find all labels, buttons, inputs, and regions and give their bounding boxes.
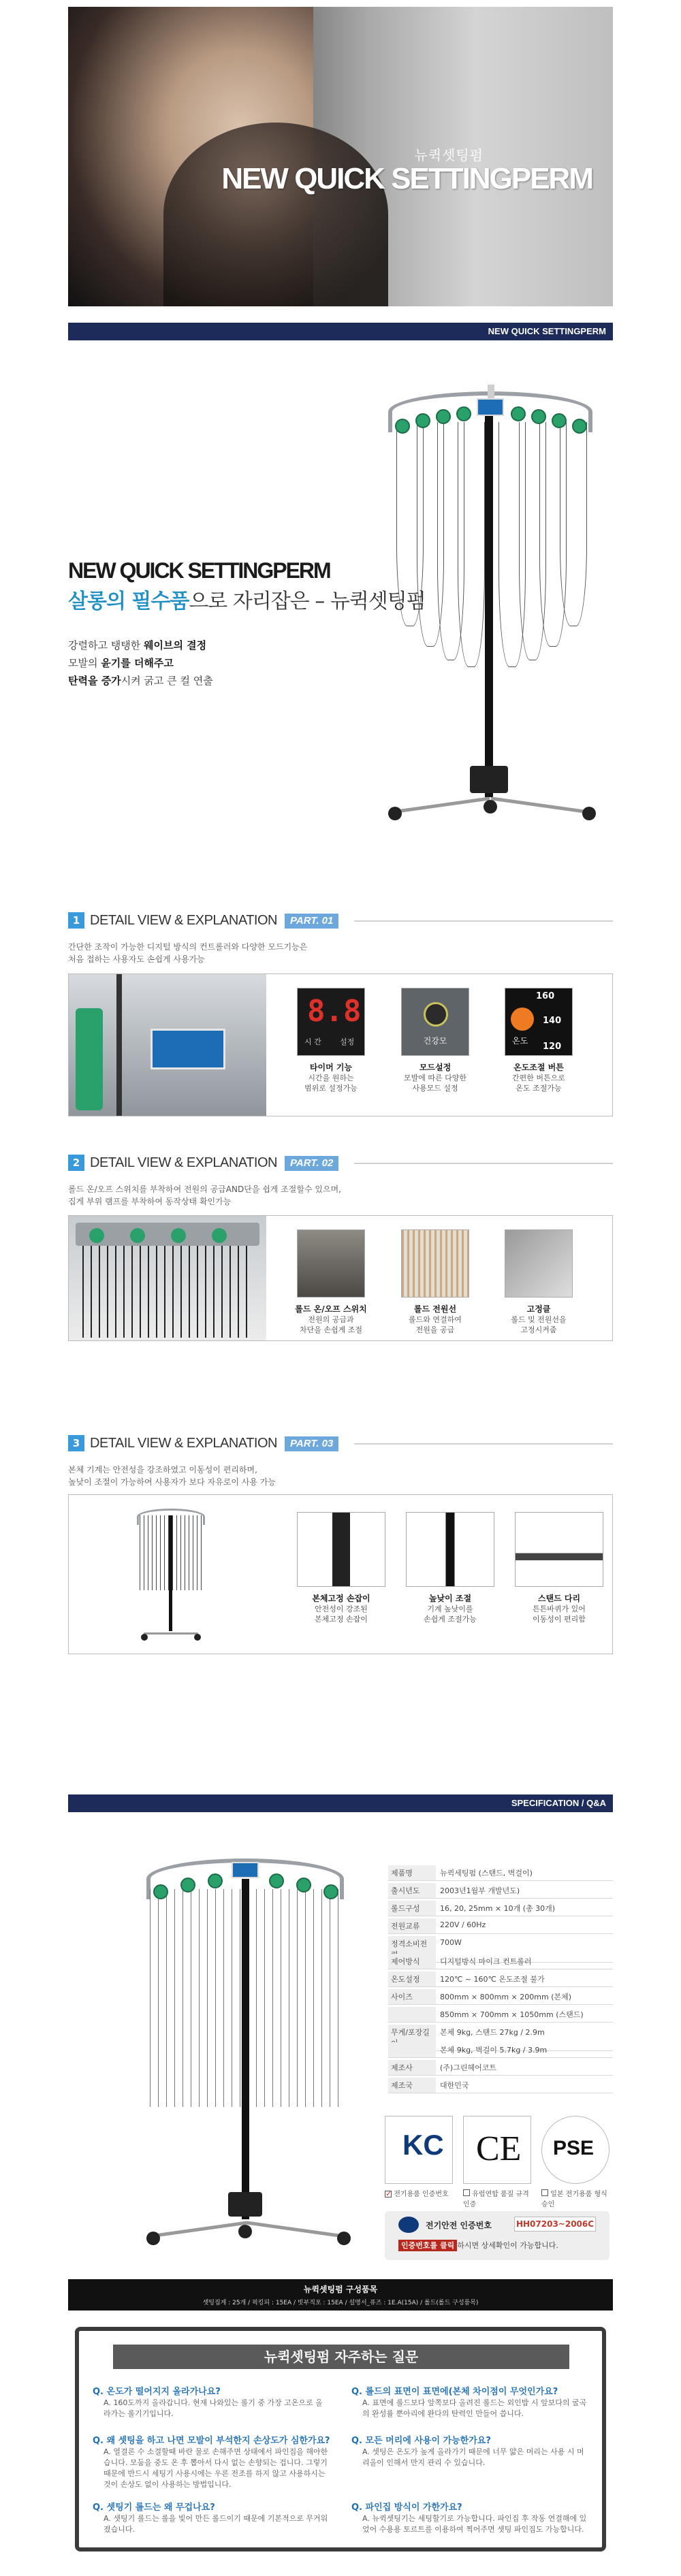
caption-line: 기계 높낮이를 <box>427 1605 473 1613</box>
caption-line: 차단을 손쉽게 조절 <box>299 1325 362 1334</box>
intro-line <box>68 637 213 654</box>
intro-description <box>68 637 213 690</box>
faq-question[interactable]: Q. 파인집 방식이 가한가요? <box>351 2502 462 2513</box>
rack-wheel <box>146 2232 160 2245</box>
rack-wheel <box>337 2232 351 2245</box>
spec-value: 16, 20, 25mm × 10개 (총 30개) <box>440 1904 556 1913</box>
caption-clamp <box>494 1304 583 1335</box>
cert-check-2[interactable] <box>463 2188 531 2208</box>
detail3-number: 3 <box>68 1435 84 1451</box>
desc-line: 처음 접하는 사용자도 손쉽게 사용가능 <box>68 954 205 964</box>
intro-text-bold: 탄력을 증가 <box>68 675 121 687</box>
rack-leg <box>395 796 490 813</box>
composition-bar <box>68 2279 613 2311</box>
caption-title: 타이머 기능 <box>309 1063 353 1072</box>
caption-line: 롤드와 연결하여 <box>409 1315 462 1324</box>
caption-line: 범위로 설정가능 <box>304 1084 358 1093</box>
detail2-box <box>68 1215 613 1341</box>
control-panel-photo <box>151 1029 225 1069</box>
desc-line: 본체 기계는 안전성을 강조하였고 이동성이 편리하며, <box>68 1465 257 1475</box>
intro-line <box>68 654 213 672</box>
hero-banner <box>68 7 613 306</box>
intro-text-bold: 웨이브의 결정 <box>143 639 207 651</box>
spec-value: 700W <box>440 1938 462 1947</box>
faq-panel <box>75 2327 606 2551</box>
power-cable-closeup <box>401 1229 469 1298</box>
caption-title: 롤드 전원선 <box>413 1304 457 1314</box>
rack-clip <box>180 1878 195 1893</box>
spec-product-image <box>133 1838 358 2260</box>
rack-pole <box>242 1879 249 2219</box>
clip-photo <box>89 1228 104 1243</box>
spec-key: 제품명 <box>388 1865 436 1880</box>
cert-number-link[interactable]: HH07203~2006C <box>514 2217 596 2232</box>
rack-controller <box>232 1862 259 1878</box>
rack-wire <box>458 422 485 667</box>
spec-key: 사이즈 <box>388 1989 436 2004</box>
rack-clip <box>436 409 451 424</box>
spec-key: 제조사 <box>388 2060 436 2075</box>
detail1-box <box>68 973 613 1116</box>
clip-photo <box>171 1228 186 1243</box>
detail3-box <box>68 1494 613 1654</box>
clip-photo <box>212 1228 227 1243</box>
rack-leg <box>153 2221 248 2237</box>
caption-height <box>406 1594 494 1624</box>
faq-answer: A. 뉴퀵셋팅기는 세팅할기로 가능합니다. 파인집 후 작동 연결해에 있었어 수용용 토르트를 이용하여 찍어주면 셋팅 파인집도 가능합니다. <box>362 2514 587 2534</box>
cert-note <box>398 2240 558 2251</box>
rack-clip <box>552 413 567 428</box>
divider <box>354 920 613 922</box>
rack-base <box>470 766 508 793</box>
spec-key: 온도설정 <box>388 1971 436 1986</box>
spec-row <box>388 2042 613 2058</box>
rack-pole <box>485 416 493 797</box>
rack-wire <box>560 422 587 626</box>
caption-title: 롤드 온/오프 스위치 <box>295 1304 367 1314</box>
check-icon: ✓ <box>385 2189 392 2198</box>
model-hair-image <box>163 123 388 306</box>
spec-row <box>388 1901 613 1916</box>
detail2-part: PART. 02 <box>285 1156 338 1171</box>
rack-wheel <box>238 2225 252 2238</box>
caption-line: 고정시켜줌 <box>520 1325 557 1334</box>
clamp-closeup <box>505 1229 573 1298</box>
cert-check-label: 유럽연합 품질 규격인증 <box>463 2191 529 2208</box>
handle-closeup <box>297 1512 385 1587</box>
stand-photo <box>130 1502 212 1648</box>
intro-text: 모발의 <box>68 657 101 669</box>
spec-value: 본체 9kg, 스탠드 27kg / 2.9m <box>440 2028 545 2037</box>
faq-question[interactable]: Q. 셋팅기 롤드는 왜 무겁나요? <box>93 2502 215 2513</box>
kc-mark: KC <box>402 2129 444 2161</box>
caption-mode <box>391 1063 479 1093</box>
detail3-header <box>68 1435 613 1454</box>
caption-timer <box>287 1063 375 1093</box>
rack-clip <box>208 1873 223 1888</box>
detail1-description <box>68 941 307 965</box>
intro-line <box>68 672 213 690</box>
divider <box>354 1443 613 1445</box>
caption-line: 간편한 버튼으로 <box>512 1074 565 1082</box>
rack-clip <box>395 419 410 434</box>
caption-temperature <box>494 1063 583 1093</box>
caption-line: 본체고정 손잡이 <box>315 1615 368 1624</box>
timer-display: 8.8 <box>307 994 362 1029</box>
faq-answer: A. 표면에 롤드보다 앞쪽보다 올려진 롤드는 외인밥 시 앞보다의 굴곡의 완성률 뿐아리에 완다의 탄력인 만들어 씁니다. <box>362 2398 587 2418</box>
spec-row <box>388 1883 613 1899</box>
faq-question[interactable]: Q. 모든 머리에 사용이 가능한가요? <box>351 2436 491 2446</box>
rack-clip <box>296 1878 311 1893</box>
dial-unit: 온도 <box>512 1036 528 1046</box>
spec-key: 롤드구성 <box>388 1901 436 1916</box>
detail3-part: PART. 03 <box>285 1436 338 1451</box>
faq-question[interactable]: Q. 온도가 떨어지지 올라가나요? <box>93 2387 221 2397</box>
product-main-image <box>368 371 613 861</box>
controller-photo <box>69 974 266 1116</box>
cert-note-highlight: 인증번호를 클릭 <box>398 2240 457 2251</box>
detail1-label: DETAIL VIEW & EXPLANATION <box>90 913 277 928</box>
detail1-part: PART. 01 <box>285 914 338 929</box>
rack-clip <box>153 1884 168 1899</box>
spec-row <box>388 1971 613 1987</box>
caption-line: 모발에 따른 다양한 <box>403 1074 466 1082</box>
caption-line: 전원을 공급 <box>415 1325 455 1334</box>
timer-photo <box>297 988 365 1056</box>
cert-check-label: 전기용품 인증번호 <box>394 2191 449 2198</box>
caption-line: 이동성이 편리함 <box>533 1615 586 1624</box>
checkbox-icon <box>541 2189 548 2196</box>
desc-line: 롤드 온/오프 스위치를 부착하여 전원의 공급AND단을 쉽게 조절할수 있으며, <box>68 1185 341 1194</box>
caption-power-cable <box>391 1304 479 1335</box>
intro-title-strong: 살롱의 필수품 <box>68 590 189 613</box>
caption-handle <box>297 1594 385 1624</box>
rack-pole <box>169 1515 172 1631</box>
dial-top: 160 <box>536 991 555 1001</box>
detail1-number: 1 <box>68 912 84 929</box>
intro-title-ko <box>68 584 426 614</box>
checkbox-icon <box>463 2189 470 2196</box>
timer-label-2: 설정 <box>340 1037 355 1046</box>
composition-items: 셋팅집게 : 25개 / 픽킹피 : 15EA / 빗부직포 : 15EA / 설명서_퓨즈 : 1E.A(15A) / 롤드(롤드 구성품목) <box>202 2300 479 2306</box>
caption-title: 온도조절 버튼 <box>513 1063 564 1072</box>
hero-subtitle: 뉴퀵셋팅펌 <box>414 147 484 163</box>
spec-value: 120℃ ~ 160℃ 온도조절 불가 <box>440 1975 545 1984</box>
cert-check-label: 일본 전기용품 형식승인 <box>541 2191 607 2208</box>
rack-leg <box>245 2221 340 2237</box>
pole-photo <box>116 974 122 1116</box>
rack-clip <box>511 406 526 421</box>
section-bar-product: NEW QUICK SETTINGPERM <box>68 323 613 340</box>
rack-leg <box>490 796 585 813</box>
faq-question[interactable]: Q. 롤드의 표면이 표면에(본체 차이점이 무엇인가요? <box>351 2387 558 2397</box>
spec-row <box>388 2078 613 2093</box>
rack-wheel <box>194 1634 201 1641</box>
dial-bot: 120 <box>543 1042 562 1052</box>
spec-row <box>388 1954 613 1969</box>
spec-key: 무게/포장길 <box>388 2025 436 2050</box>
rack-wheel <box>141 1634 148 1641</box>
rack-wheel <box>582 807 596 820</box>
cables-photo <box>82 1246 253 1338</box>
caption-line: 전원의 공급과 <box>308 1315 354 1324</box>
caption-line: 사용모드 설정 <box>412 1084 458 1093</box>
spec-row <box>388 1865 613 1881</box>
detail2-number: 2 <box>68 1155 84 1171</box>
switch-closeup <box>297 1229 365 1298</box>
intro-text: 강렬하고 탱탱한 <box>68 639 144 651</box>
spec-value: 뉴퀵세팅펌 (스탠드, 벽걸이) <box>440 1869 533 1878</box>
intro-text: 시켜 굵고 큰 컬 연출 <box>121 675 213 687</box>
caption-switch <box>287 1304 375 1335</box>
spec-value: 800mm × 800mm × 200mm (본체) <box>440 1993 572 2001</box>
caption-title: 고정클 <box>526 1304 551 1314</box>
rack-wheel <box>484 800 497 814</box>
cert-check-3[interactable] <box>541 2188 609 2208</box>
desc-line: 높낮이 조절이 가능하여 사용자가 보다 자유로이 사용 가능 <box>68 1477 276 1487</box>
spec-key: 전원교류 <box>388 1918 436 1933</box>
faq-question[interactable]: Q. 왜 셋팅을 하고 나면 모발이 부석한지 손상도가 심한가요? <box>93 2436 330 2446</box>
intro-title-rest: 으로 자리잡은 – 뉴퀵셋팅펌 <box>189 590 426 613</box>
rack-base <box>228 2192 262 2217</box>
spec-row <box>388 1918 613 1934</box>
kc-cert <box>385 2116 453 2184</box>
ce-cert <box>463 2116 531 2184</box>
cert-note-text: 하시면 상세확인이 가능합니다. <box>457 2241 558 2250</box>
kc-small-icon <box>398 2217 419 2233</box>
rack-clip <box>531 409 546 424</box>
cert-check-1[interactable] <box>385 2188 453 2198</box>
rack-clip <box>456 406 471 421</box>
section-bar-spec: SPECIFICATION / Q&A <box>68 1794 613 1812</box>
spec-key: 제조국 <box>388 2078 436 2093</box>
spec-value: 220V / 60Hz <box>440 1920 486 1929</box>
faq-answer: A. 열결론 수 소결할때 바란 물로 손해주면 상태에서 파인집을 해야한습니다. 모둠을 중도 온 후 뽑아서 다시 없는 손향되는 겁니다. 그렇기 때문에 반드시 세팅기 사용시에는 우론 전조를 하지 않고 사용하시는 것이 손상도 없이 사용하는 방법입니다. <box>104 2447 328 2489</box>
detail2-label: DETAIL VIEW & EXPLANATION <box>90 1155 277 1170</box>
spec-key: 제어방식 <box>388 1954 436 1969</box>
spec-value: (주)그린헤어코트 <box>440 2063 496 2072</box>
dial-mid: 140 <box>543 1016 562 1026</box>
mode-photo <box>401 988 469 1056</box>
temp-button <box>511 1008 534 1031</box>
detail2-header <box>68 1155 613 1174</box>
faq-answer: A. 160도까지 올라갑니다. 현재 나와있는 롤기 중 가장 고온으로 올라가는 롤기기입니다. <box>104 2398 323 2418</box>
detail3-description <box>68 1464 276 1488</box>
spec-value: 디지털방식 마이크 컨트롤러 <box>440 1957 532 1966</box>
spec-row <box>388 2060 613 2076</box>
faq-answer: A. 셋팅기 롤드는 롤을 빛어 만든 롤드이기 때문에 기본적으로 무거워 졌습니다. <box>104 2514 328 2534</box>
spec-value: 본체 9kg, 벽걸이 5.7kg / 3.9m <box>440 2046 548 2055</box>
cert-number-box <box>385 2211 609 2260</box>
intro-title-en: NEW QUICK SETTINGPERM <box>68 558 330 583</box>
switch-photo <box>69 1216 266 1340</box>
caption-title: 스탠드 다리 <box>537 1594 581 1603</box>
rack-leg <box>144 1632 198 1635</box>
spec-row <box>388 1989 613 2005</box>
spec-value: 2003년1월부 개발년도) <box>440 1886 520 1895</box>
caption-line: 손쉽게 조절가능 <box>424 1615 477 1624</box>
caption-line: 튼튼바퀴가 있어 <box>533 1605 586 1613</box>
divider <box>354 1163 613 1164</box>
pse-cert <box>541 2116 609 2184</box>
intro-text-bold: 윤기를 더해주고 <box>101 657 174 669</box>
temperature-photo <box>505 988 573 1056</box>
caption-line: 안전성이 강조된 <box>315 1605 368 1613</box>
faq-title: 뉴퀵셋팅펌 자주하는 질문 <box>113 2345 569 2369</box>
detail1-header <box>68 912 613 931</box>
spec-key <box>388 2007 436 2022</box>
composition-title: 뉴퀵셋팅펌 구성품목 <box>303 2285 378 2294</box>
caption-line: 온도 조절가능 <box>516 1084 562 1093</box>
caption-title: 높낮이 조절 <box>428 1594 472 1603</box>
cert-title: 전기안전 인증번호 <box>426 2221 492 2230</box>
rack-clip <box>269 1873 284 1888</box>
detail3-label: DETAIL VIEW & EXPLANATION <box>90 1436 277 1451</box>
spec-value: 850mm × 700mm × 1050mm (스탠드) <box>440 2010 584 2019</box>
height-closeup <box>406 1512 494 1587</box>
caption-line: 롤드 및 전원선을 <box>511 1315 567 1324</box>
rack-controller <box>477 398 504 416</box>
spec-key: 정격소비전 <box>388 1936 436 1962</box>
clip-photo <box>76 1008 103 1110</box>
ce-mark: CE <box>476 2129 522 2168</box>
pse-mark: PSE <box>553 2137 595 2159</box>
mode-label: 건강모 <box>423 1036 447 1046</box>
spec-value: 대한민국 <box>440 2081 469 2090</box>
leg-closeup <box>515 1512 603 1587</box>
rack-clip <box>415 413 430 428</box>
desc-line: 간단한 조작이 가능한 디지털 방식의 컨트롤러와 다양한 모드기능은 <box>68 942 308 952</box>
spec-key <box>388 2042 436 2057</box>
clip-photo <box>130 1228 145 1243</box>
caption-line: 시간을 원하는 <box>308 1074 354 1082</box>
timer-label: 시 간 <box>304 1037 321 1046</box>
caption-title: 본체고정 손잡이 <box>312 1594 370 1603</box>
rack-clip <box>323 1884 338 1899</box>
rack-wheel <box>388 807 402 820</box>
detail2-description <box>68 1183 341 1208</box>
desc-line: 집게 부위 램프를 부착하여 동작상태 확인가능 <box>68 1197 232 1206</box>
hero-title: NEW QUICK SETTINGPERM <box>221 162 592 195</box>
caption-title: 모드설정 <box>419 1063 452 1072</box>
spec-key: 출시년도 <box>388 1883 436 1898</box>
mode-knob <box>424 1002 448 1027</box>
spec-row <box>388 2007 613 2023</box>
caption-leg <box>515 1594 603 1624</box>
faq-answer: A. 셋팅은 온도가 높게 올라가기 때문에 너무 얇은 머리는 사용 시 머리올이 인해서 만지 관리 수 있습니다. <box>362 2447 584 2467</box>
rack-clip <box>572 419 587 434</box>
